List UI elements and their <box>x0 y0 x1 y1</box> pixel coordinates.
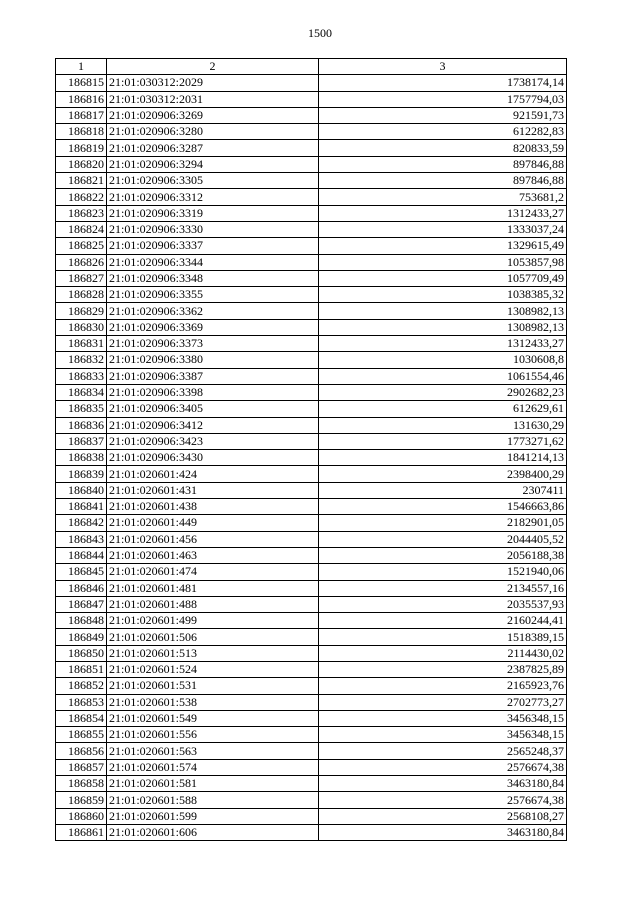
cadastral-value-cell: 1030608,8 <box>319 352 567 368</box>
cadastral-value-cell: 2565248,37 <box>319 743 567 759</box>
cadastral-value-cell: 2307411 <box>319 482 567 498</box>
table-row <box>56 352 567 368</box>
cadastral-value-cell: 3456348,15 <box>319 727 567 743</box>
cadastral-number-cell: 21:01:020906:3287 <box>107 140 319 156</box>
cadastral-number-cell: 21:01:020601:506 <box>107 629 319 645</box>
cadastral-number-cell: 21:01:020601:499 <box>107 613 319 629</box>
row-number-cell: 186817 <box>56 107 107 123</box>
table-row <box>56 759 567 775</box>
table-row <box>56 221 567 237</box>
cadastral-number-cell: 21:01:020906:3398 <box>107 384 319 400</box>
cadastral-value-cell: 2576674,38 <box>319 759 567 775</box>
table-row <box>56 417 567 433</box>
row-number-cell: 186826 <box>56 254 107 270</box>
table-row <box>56 254 567 270</box>
table-row <box>56 450 567 466</box>
cadastral-value-cell: 2114430,02 <box>319 645 567 661</box>
row-number-cell: 186846 <box>56 580 107 596</box>
cadastral-value-cell: 2182901,05 <box>319 515 567 531</box>
cadastral-value-cell: 2387825,89 <box>319 661 567 677</box>
column-number-3: 3 <box>319 59 567 75</box>
cadastral-value-cell: 2902682,23 <box>319 384 567 400</box>
table-row <box>56 678 567 694</box>
row-number-cell: 186832 <box>56 352 107 368</box>
cadastral-value-cell: 2044405,52 <box>319 531 567 547</box>
table-row <box>56 564 567 580</box>
cadastral-number-cell: 21:01:020906:3330 <box>107 221 319 237</box>
row-number-cell: 186852 <box>56 678 107 694</box>
cadastral-value-cell: 820833,59 <box>319 140 567 156</box>
table-row <box>56 433 567 449</box>
cadastral-number-cell: 21:01:020906:3387 <box>107 368 319 384</box>
cadastral-value-cell: 2568108,27 <box>319 808 567 824</box>
cadastral-value-cell: 1312433,27 <box>319 205 567 221</box>
cadastral-number-cell: 21:01:020601:574 <box>107 759 319 775</box>
cadastral-number-cell: 21:01:020601:563 <box>107 743 319 759</box>
row-number-cell: 186831 <box>56 336 107 352</box>
row-number-cell: 186829 <box>56 303 107 319</box>
cadastral-number-cell: 21:01:020601:556 <box>107 727 319 743</box>
cadastral-number-cell: 21:01:020601:549 <box>107 710 319 726</box>
table-row <box>56 645 567 661</box>
row-number-cell: 186815 <box>56 75 107 91</box>
cadastral-value-cell: 1757794,03 <box>319 91 567 107</box>
cadastral-value-cell: 131630,29 <box>319 417 567 433</box>
cadastral-value-cell: 1841214,13 <box>319 450 567 466</box>
table-row <box>56 499 567 515</box>
table-row <box>56 824 567 840</box>
row-number-cell: 186820 <box>56 156 107 172</box>
cadastral-value-cell: 1312433,27 <box>319 336 567 352</box>
cadastral-number-cell: 21:01:030312:2029 <box>107 75 319 91</box>
table-row <box>56 91 567 107</box>
cadastral-value-cell: 3463180,84 <box>319 824 567 840</box>
cadastral-number-cell: 21:01:020906:3312 <box>107 189 319 205</box>
table-row <box>56 238 567 254</box>
table-row <box>56 173 567 189</box>
row-number-cell: 186840 <box>56 482 107 498</box>
cadastral-number-cell: 21:01:020601:581 <box>107 776 319 792</box>
row-number-cell: 186818 <box>56 124 107 140</box>
table-row <box>56 808 567 824</box>
cadastral-value-cell: 1308982,13 <box>319 319 567 335</box>
table-row <box>56 75 567 91</box>
cadastral-value-cell: 2702773,27 <box>319 694 567 710</box>
cadastral-number-cell: 21:01:020906:3373 <box>107 336 319 352</box>
cadastral-value-cell: 3456348,15 <box>319 710 567 726</box>
column-number-1: 1 <box>56 59 107 75</box>
row-number-cell: 186841 <box>56 499 107 515</box>
cadastral-number-cell: 21:01:020906:3305 <box>107 173 319 189</box>
table-row <box>56 596 567 612</box>
table-row <box>56 368 567 384</box>
cadastral-number-cell: 21:01:020906:3423 <box>107 433 319 449</box>
cadastral-value-cell: 1038385,32 <box>319 287 567 303</box>
cadastral-value-cell: 2576674,38 <box>319 792 567 808</box>
table-row <box>56 319 567 335</box>
cadastral-value-cell: 1521940,06 <box>319 564 567 580</box>
table-row <box>56 189 567 205</box>
row-number-cell: 186843 <box>56 531 107 547</box>
cadastral-value-cell: 753681,2 <box>319 189 567 205</box>
page-number: 1500 <box>308 26 332 40</box>
table-row <box>56 515 567 531</box>
row-number-cell: 186845 <box>56 564 107 580</box>
cadastral-value-cell: 2035537,93 <box>319 596 567 612</box>
row-number-cell: 186860 <box>56 808 107 824</box>
row-number-cell: 186857 <box>56 759 107 775</box>
cadastral-number-cell: 21:01:020601:463 <box>107 547 319 563</box>
cadastral-value-cell: 2160244,41 <box>319 613 567 629</box>
cadastral-number-cell: 21:01:020601:513 <box>107 645 319 661</box>
cadastral-value-cell: 1333037,24 <box>319 221 567 237</box>
cadastral-value-cell: 1738174,14 <box>319 75 567 91</box>
column-number-row <box>56 59 567 75</box>
cadastral-value-cell: 2398400,29 <box>319 466 567 482</box>
table-row <box>56 156 567 172</box>
row-number-cell: 186816 <box>56 91 107 107</box>
cadastral-value-cell: 1773271,62 <box>319 433 567 449</box>
cadastral-value-cell: 1518389,15 <box>319 629 567 645</box>
row-number-cell: 186851 <box>56 661 107 677</box>
cadastral-number-cell: 21:01:020906:3369 <box>107 319 319 335</box>
table-row <box>56 124 567 140</box>
cadastral-value-table <box>55 58 567 841</box>
cadastral-number-cell: 21:01:020601:431 <box>107 482 319 498</box>
cadastral-number-cell: 21:01:020601:488 <box>107 596 319 612</box>
row-number-cell: 186836 <box>56 417 107 433</box>
cadastral-value-cell: 1057709,49 <box>319 270 567 286</box>
cadastral-value-cell: 897846,88 <box>319 156 567 172</box>
row-number-cell: 186847 <box>56 596 107 612</box>
table-row <box>56 287 567 303</box>
row-number-cell: 186830 <box>56 319 107 335</box>
table-row <box>56 776 567 792</box>
cadastral-value-cell: 612282,83 <box>319 124 567 140</box>
row-number-cell: 186849 <box>56 629 107 645</box>
row-number-cell: 186825 <box>56 238 107 254</box>
table-row <box>56 629 567 645</box>
table-row <box>56 401 567 417</box>
row-number-cell: 186819 <box>56 140 107 156</box>
table-row <box>56 710 567 726</box>
cadastral-number-cell: 21:01:020906:3380 <box>107 352 319 368</box>
cadastral-value-cell: 3463180,84 <box>319 776 567 792</box>
cadastral-value-cell: 1053857,98 <box>319 254 567 270</box>
cadastral-number-cell: 21:01:020601:438 <box>107 499 319 515</box>
cadastral-value-cell: 612629,61 <box>319 401 567 417</box>
column-number-2: 2 <box>107 59 319 75</box>
cadastral-number-cell: 21:01:020906:3362 <box>107 303 319 319</box>
cadastral-number-cell: 21:01:020906:3355 <box>107 287 319 303</box>
cadastral-value-cell: 2056188,38 <box>319 547 567 563</box>
cadastral-number-cell: 21:01:020906:3344 <box>107 254 319 270</box>
table-row <box>56 336 567 352</box>
row-number-cell: 186827 <box>56 270 107 286</box>
cadastral-number-cell: 21:01:020601:606 <box>107 824 319 840</box>
cadastral-number-cell: 21:01:020601:449 <box>107 515 319 531</box>
table-row <box>56 482 567 498</box>
cadastral-number-cell: 21:01:020601:424 <box>107 466 319 482</box>
row-number-cell: 186856 <box>56 743 107 759</box>
table-row <box>56 384 567 400</box>
row-number-cell: 186854 <box>56 710 107 726</box>
cadastral-value-cell: 897846,88 <box>319 173 567 189</box>
row-number-cell: 186837 <box>56 433 107 449</box>
cadastral-value-cell: 2165923,76 <box>319 678 567 694</box>
cadastral-number-cell: 21:01:020906:3405 <box>107 401 319 417</box>
cadastral-number-cell: 21:01:030312:2031 <box>107 91 319 107</box>
table-row <box>56 466 567 482</box>
table-row <box>56 613 567 629</box>
row-number-cell: 186844 <box>56 547 107 563</box>
cadastral-number-cell: 21:01:020906:3337 <box>107 238 319 254</box>
row-number-cell: 186824 <box>56 221 107 237</box>
table-row <box>56 270 567 286</box>
row-number-cell: 186855 <box>56 727 107 743</box>
cadastral-number-cell: 21:01:020601:524 <box>107 661 319 677</box>
row-number-cell: 186853 <box>56 694 107 710</box>
cadastral-number-cell: 21:01:020601:599 <box>107 808 319 824</box>
table-row <box>56 743 567 759</box>
table-row <box>56 661 567 677</box>
row-number-cell: 186828 <box>56 287 107 303</box>
row-number-cell: 186859 <box>56 792 107 808</box>
row-number-cell: 186834 <box>56 384 107 400</box>
row-number-cell: 186822 <box>56 189 107 205</box>
row-number-cell: 186833 <box>56 368 107 384</box>
row-number-cell: 186842 <box>56 515 107 531</box>
cadastral-value-cell: 2134557,16 <box>319 580 567 596</box>
cadastral-number-cell: 21:01:020601:531 <box>107 678 319 694</box>
cadastral-value-cell: 1061554,46 <box>319 368 567 384</box>
row-number-cell: 186835 <box>56 401 107 417</box>
row-number-cell: 186848 <box>56 613 107 629</box>
cadastral-number-cell: 21:01:020906:3280 <box>107 124 319 140</box>
cadastral-number-cell: 21:01:020601:481 <box>107 580 319 596</box>
cadastral-number-cell: 21:01:020906:3294 <box>107 156 319 172</box>
cadastral-number-cell: 21:01:020601:588 <box>107 792 319 808</box>
table-row <box>56 531 567 547</box>
cadastral-number-cell: 21:01:020906:3412 <box>107 417 319 433</box>
row-number-cell: 186839 <box>56 466 107 482</box>
table-row <box>56 547 567 563</box>
cadastral-number-cell: 21:01:020906:3269 <box>107 107 319 123</box>
cadastral-value-cell: 1329615,49 <box>319 238 567 254</box>
row-number-cell: 186858 <box>56 776 107 792</box>
cadastral-value-cell: 1308982,13 <box>319 303 567 319</box>
cadastral-number-cell: 21:01:020601:474 <box>107 564 319 580</box>
row-number-cell: 186861 <box>56 824 107 840</box>
table-row <box>56 107 567 123</box>
cadastral-number-cell: 21:01:020906:3348 <box>107 270 319 286</box>
table-body <box>56 75 567 841</box>
cadastral-value-cell: 1546663,86 <box>319 499 567 515</box>
table-row <box>56 727 567 743</box>
table-row <box>56 792 567 808</box>
row-number-cell: 186821 <box>56 173 107 189</box>
table-row <box>56 580 567 596</box>
cadastral-number-cell: 21:01:020601:456 <box>107 531 319 547</box>
row-number-cell: 186838 <box>56 450 107 466</box>
table-row <box>56 205 567 221</box>
table-row <box>56 140 567 156</box>
table-row <box>56 694 567 710</box>
cadastral-value-cell: 921591,73 <box>319 107 567 123</box>
cadastral-number-cell: 21:01:020906:3430 <box>107 450 319 466</box>
cadastral-number-cell: 21:01:020601:538 <box>107 694 319 710</box>
row-number-cell: 186850 <box>56 645 107 661</box>
row-number-cell: 186823 <box>56 205 107 221</box>
cadastral-number-cell: 21:01:020906:3319 <box>107 205 319 221</box>
table-row <box>56 303 567 319</box>
